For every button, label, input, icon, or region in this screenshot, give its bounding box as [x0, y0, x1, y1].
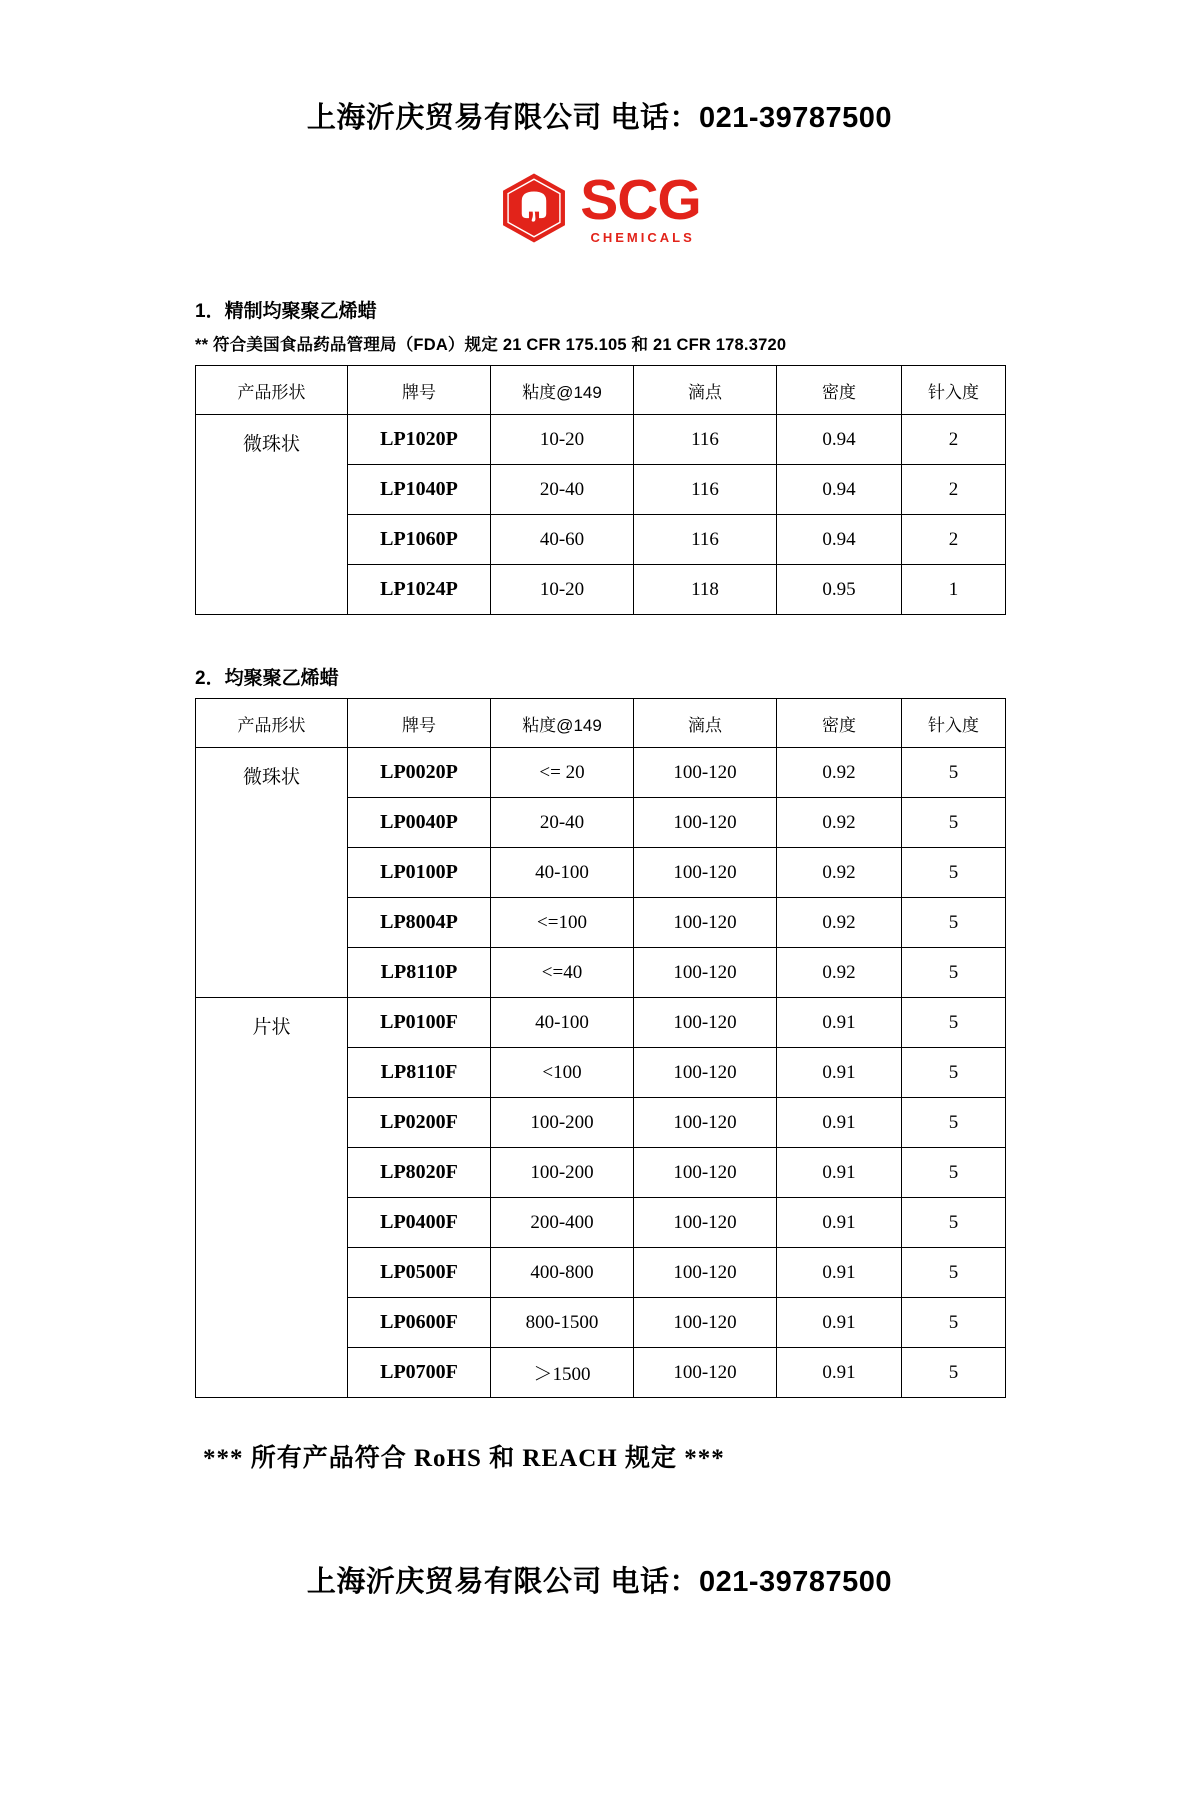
viscosity-cell: 40-100 [491, 848, 634, 898]
viscosity-cell: <= 20 [491, 748, 634, 798]
grade-cell: LP0600F [348, 1298, 491, 1348]
density-cell: 0.92 [777, 898, 902, 948]
viscosity-cell: 10-20 [491, 565, 634, 615]
viscosity-cell: 40-100 [491, 998, 634, 1048]
col-header-density: 密度 [777, 366, 902, 415]
spec-table-1 [195, 365, 1006, 615]
col-header-penetration: 针入度 [902, 699, 1006, 748]
logo-wordmark: SCG [580, 168, 701, 232]
droppoint-cell: 100-120 [634, 1248, 777, 1298]
droppoint-cell: 100-120 [634, 748, 777, 798]
col-header-grade: 牌号 [348, 366, 491, 415]
droppoint-cell: 118 [634, 565, 777, 615]
col-header-droppoint: 滴点 [634, 699, 777, 748]
density-cell: 0.91 [777, 1148, 902, 1198]
viscosity-cell: 100-200 [491, 1098, 634, 1148]
grade-cell: LP0100P [348, 848, 491, 898]
table-row [196, 998, 1006, 1048]
density-cell: 0.94 [777, 465, 902, 515]
droppoint-cell: 100-120 [634, 1348, 777, 1398]
density-cell: 0.94 [777, 415, 902, 465]
viscosity-cell: 100-200 [491, 1148, 634, 1198]
penetration-cell: 5 [902, 948, 1006, 998]
penetration-cell: 5 [902, 848, 1006, 898]
droppoint-cell: 116 [634, 465, 777, 515]
grade-cell: LP0500F [348, 1248, 491, 1298]
col-header-density: 密度 [777, 699, 902, 748]
grade-cell: LP8004P [348, 898, 491, 948]
grade-cell: LP0700F [348, 1348, 491, 1398]
penetration-cell: 5 [902, 1298, 1006, 1348]
droppoint-cell: 116 [634, 415, 777, 465]
penetration-cell: 5 [902, 798, 1006, 848]
logo-tagline: CHEMICALS [590, 230, 695, 245]
density-cell: 0.92 [777, 748, 902, 798]
droppoint-cell: 100-120 [634, 1048, 777, 1098]
density-cell: 0.91 [777, 1098, 902, 1148]
droppoint-cell: 116 [634, 515, 777, 565]
density-cell: 0.91 [777, 1248, 902, 1298]
grade-cell: LP0020P [348, 748, 491, 798]
density-cell: 0.91 [777, 1198, 902, 1248]
density-cell: 0.92 [777, 798, 902, 848]
penetration-cell: 5 [902, 1198, 1006, 1248]
droppoint-cell: 100-120 [634, 998, 777, 1048]
grade-cell: LP1020P [348, 415, 491, 465]
droppoint-cell: 100-120 [634, 1198, 777, 1248]
penetration-cell: 5 [902, 1348, 1006, 1398]
droppoint-cell: 100-120 [634, 948, 777, 998]
penetration-cell: 5 [902, 898, 1006, 948]
viscosity-cell: 20-40 [491, 798, 634, 848]
viscosity-cell: <100 [491, 1048, 634, 1098]
grade-cell: LP1024P [348, 565, 491, 615]
section-1-note: ** 符合美国食品药品管理局（FDA）规定 21 CFR 175.105 和 21 CFR 178.3720 [195, 336, 787, 354]
col-header-viscosity: 粘度@149 [491, 366, 634, 415]
grade-cell: LP1060P [348, 515, 491, 565]
grade-cell: LP0200F [348, 1098, 491, 1148]
grade-cell: LP8110F [348, 1048, 491, 1098]
density-cell: 0.95 [777, 565, 902, 615]
shape-cell: 微珠状 [196, 748, 348, 998]
viscosity-cell: 20-40 [491, 465, 634, 515]
penetration-cell: 5 [902, 998, 1006, 1048]
header-company-phone: 上海沂庆贸易有限公司 电话：021-39787500 [306, 102, 893, 134]
density-cell: 0.91 [777, 1298, 902, 1348]
density-cell: 0.92 [777, 848, 902, 898]
penetration-cell: 5 [902, 1048, 1006, 1098]
viscosity-cell: 10-20 [491, 415, 634, 465]
penetration-cell: 2 [902, 415, 1006, 465]
viscosity-cell: 400-800 [491, 1248, 634, 1298]
density-cell: 0.92 [777, 948, 902, 998]
penetration-cell: 2 [902, 465, 1006, 515]
col-header-viscosity: 粘度@149 [491, 699, 634, 748]
viscosity-cell: <=100 [491, 898, 634, 948]
droppoint-cell: 100-120 [634, 1148, 777, 1198]
elephant-hexagon-icon [498, 172, 570, 244]
density-cell: 0.91 [777, 998, 902, 1048]
penetration-cell: 5 [902, 748, 1006, 798]
penetration-cell: 2 [902, 515, 1006, 565]
shape-cell: 微珠状 [196, 415, 348, 615]
viscosity-cell: 200-400 [491, 1198, 634, 1248]
grade-cell: LP0400F [348, 1198, 491, 1248]
content-area [0, 296, 1199, 1474]
penetration-cell: 5 [902, 1248, 1006, 1298]
section-2 [195, 663, 1009, 1398]
penetration-cell: 5 [902, 1148, 1006, 1198]
grade-cell: LP0040P [348, 798, 491, 848]
footer-company-phone: 上海沂庆贸易有限公司 电话：021-39787500 [306, 1566, 893, 1598]
table-row [196, 415, 1006, 465]
grade-cell: LP0100F [348, 998, 491, 1048]
grade-cell: LP8110P [348, 948, 491, 998]
penetration-cell: 5 [902, 1098, 1006, 1148]
density-cell: 0.91 [777, 1048, 902, 1098]
table-header-row [196, 366, 1006, 415]
droppoint-cell: 100-120 [634, 898, 777, 948]
viscosity-cell: ＞1500 [491, 1348, 634, 1398]
droppoint-cell: 100-120 [634, 1098, 777, 1148]
density-cell: 0.91 [777, 1348, 902, 1398]
brand-logo [0, 168, 1199, 248]
droppoint-cell: 100-120 [634, 848, 777, 898]
col-header-droppoint: 滴点 [634, 366, 777, 415]
viscosity-cell: <=40 [491, 948, 634, 998]
density-cell: 0.94 [777, 515, 902, 565]
droppoint-cell: 100-120 [634, 1298, 777, 1348]
col-header-shape: 产品形状 [196, 699, 348, 748]
penetration-cell: 1 [902, 565, 1006, 615]
spec-table-2 [195, 698, 1006, 1398]
droppoint-cell: 100-120 [634, 798, 777, 848]
viscosity-cell: 800-1500 [491, 1298, 634, 1348]
section-1 [195, 296, 1009, 615]
compliance-footnote: *** 所有产品符合 RoHS 和 REACH 规定 *** [203, 1445, 725, 1472]
col-header-penetration: 针入度 [902, 366, 1006, 415]
shape-cell: 片状 [196, 998, 348, 1398]
table-row [196, 748, 1006, 798]
section-2-title: 2．均聚聚乙烯蜡 [195, 668, 339, 689]
viscosity-cell: 40-60 [491, 515, 634, 565]
grade-cell: LP8020F [348, 1148, 491, 1198]
section-1-title: 1．精制均聚聚乙烯蜡 [195, 301, 377, 322]
grade-cell: LP1040P [348, 465, 491, 515]
col-header-grade: 牌号 [348, 699, 491, 748]
table-header-row [196, 699, 1006, 748]
col-header-shape: 产品形状 [196, 366, 348, 415]
